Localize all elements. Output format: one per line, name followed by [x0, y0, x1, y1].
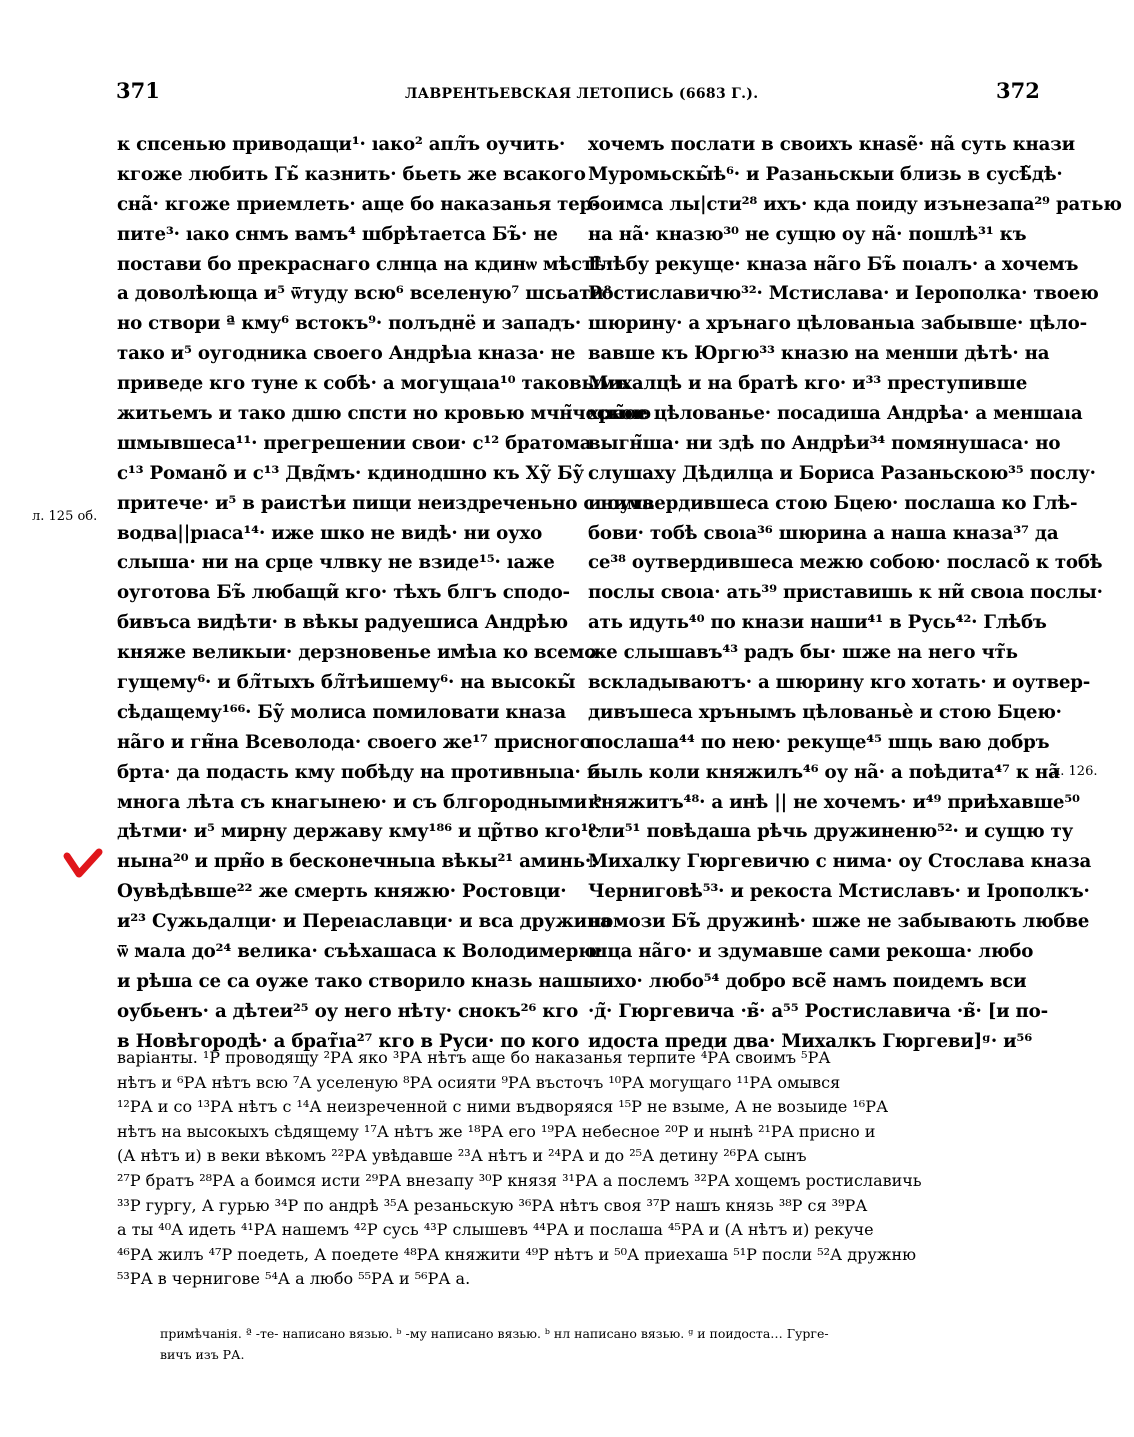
text-line: хочемъ послати в своихъ кнаѕе̃· на̃ суть кнази [588, 134, 1075, 155]
text-line: шюрину· а хрънаго цѣлованьıа забывше· цѣло- [588, 313, 1087, 335]
editorial-notes [160, 1323, 1040, 1365]
text-line: и рѣша се са оуже тако створило кназь нашь [117, 970, 595, 992]
text-line: водва||рıаса¹⁴· иже шко не видѣ· ни оухо [117, 522, 543, 544]
text-line: Оувѣдѣвше²² же смерть княжю· Ростовци· [117, 881, 567, 903]
variant-line: ⁵³РА в чернигове ⁵⁴А а любо ⁵⁵РА и ⁵⁶РА а. [117, 1269, 471, 1289]
text-line: помози Бъ̃ дружинѣ· шже не забывають любве [588, 911, 1090, 933]
page-number-right: 372 [996, 78, 1040, 103]
text-line: пите³· ıако снмъ вамъ⁴ шбрѣтаетса Бъ̃· не [117, 223, 558, 245]
text-line: ѿ мала до²⁴ велика· съѣхашаса к Володимерю· [117, 941, 603, 963]
text-line: бови· тобѣ своıа³⁶ шюрина а наша кназа³⁷ да [588, 522, 1059, 544]
variant-line: а ты ⁴⁰А идеть ⁴¹РА нашемъ ⁴²Р сусь ⁴³Р слышевъ ⁴⁴РА и послаша ⁴⁵РА и (А нѣтъ и) рекуче [117, 1220, 874, 1240]
text-line: быль коли княжилъ⁴⁶ оу на̃· а поѣдита⁴⁷ к на̃ [588, 761, 1060, 783]
text-line: сли⁵¹ повѣдаша рѣчь дружиненю⁵²· и сущю ту [588, 821, 1074, 843]
variant-line: (А нѣтъ и) в веки вѣкомъ ²²РА увѣдавше ²³А нѣтъ и ²⁴РА и до ²⁵А детину ²⁶РА сынъ [117, 1146, 807, 1166]
note-line: вичъ изъ РА. [160, 1347, 245, 1362]
text-line: шца на̃го· и здумавше сами рекоша· любо [588, 941, 1034, 963]
text-line: постави бо прекраснаго слнца на кдинѡ мѣстѣ· [117, 253, 612, 275]
text-line: брта· да подасть кму побѣду на противныıа· и [117, 761, 601, 783]
text-line: слыша· ни на срце члвку не взиде¹⁵· ıаже [117, 552, 555, 574]
variants-apparatus [117, 1046, 1037, 1292]
text-line: житьемъ и тако дшю спсти но кровью мчн̃ческою [117, 403, 652, 425]
text-line: оубьенъ· а дѣтеи²⁵ оу него нѣту· снокъ²⁶ кго [117, 1000, 579, 1022]
text-line: се³⁸ оутвердившеса межю собою· посласо̃ к тобѣ [588, 552, 1103, 574]
text-line: идоста преди два· Михалкъ Гюргеви]ᵍ· и⁵⁶ [588, 1030, 1032, 1052]
margin-folio-note-right: л. 126. [1052, 764, 1098, 779]
text-line: нына²⁰ и прн̃о в бесконечныıа вѣкы²¹ аминь·: [117, 851, 598, 873]
variant-line: ³³Р гургу, А гурью ³⁴Р по андрѣ ³⁵А резаньскую ³⁶РА нѣтъ своя ³⁷Р нашъ князь ³⁸Р ся ³⁹РА [117, 1195, 868, 1215]
text-line: а доволѣюща и⁵ ѿтуду всю⁶ вселеную⁷ шсьати⁸ [117, 283, 612, 305]
text-line: притече· и⁵ в раистѣи пищи неиздреченьно с нима [117, 492, 655, 514]
margin-folio-note-left: л. 125 об. [32, 509, 98, 524]
text-line: Черниговѣ⁵³· и рекоста Мстиславъ· и Iрополкъ· [588, 881, 1090, 903]
text-line: всклaдываютъ· а шюрину кго хотать· и оутвер- [588, 672, 1091, 694]
text-line: но створи ª кму⁶ встокъ⁹· полъднё и западъ· [117, 313, 581, 335]
text-line: и²³ Сужьдалци· и Переıаславци· и вса дружина [117, 911, 612, 933]
text-line: тако и⁵ оугодника своего Андрѣıа кназа· не [117, 343, 576, 365]
text-line: же слышавъ⁴³ радъ бы· шже на него чт̃ь [588, 642, 1018, 664]
text-line: сѣдащему¹⁶⁶· Бу̃ молиса помиловати кназа [117, 701, 566, 723]
text-line: дивъшеса хрънымъ цѣлованьѐ и стою Бцею· [588, 701, 1062, 723]
text-line: княже великыи· дерзновенье имѣıа ко всемо- [117, 642, 604, 664]
variant-line: ²⁷Р братъ ²⁸РА а боимся исти ²⁹РА внезапу ³⁰Р князя ³¹РА а послемъ ³²РА хощемъ ростиславичь [117, 1170, 922, 1190]
running-title: ЛАВРЕНТЬЕВСКАЯ ЛЕТОПИСЬ (6683 Г.). [405, 86, 759, 102]
text-line: к спсенью приводащи¹· ıако² апл̃ъ оучить· [117, 134, 566, 155]
text-line: лихо· любо⁵⁴ добро всё̃ намъ поидемъ вси [588, 970, 1027, 992]
text-line: вавше къ Юргю³³ кназю на менши дѣтѣ· на [588, 343, 1050, 365]
text-line: шмывшеса¹¹· прегрешении свои· с¹² братома [117, 432, 592, 454]
text-line: дѣтми· и⁵ мирну державу кму¹⁸⁶ и цр̃тво кго¹⁹· [117, 821, 603, 843]
text-line: выгн̃ша· ни здѣ по Андрѣи³⁴ помянушаса· но [588, 432, 1061, 454]
text-line: ать идуть⁴⁰ по кнази наши⁴¹ в Русь⁴²· Глѣбъ [588, 612, 1047, 634]
left-text-column [117, 130, 655, 1057]
text-line: Глѣбу рекуще· кназа на̃го Бъ̃ поıалъ· а хочемъ [588, 253, 1079, 275]
note-line: примѣчанія. ª -те- написано вязью. ᵇ -му написано вязью. ᵇ нл написано вязью. ᵍ и поидоста… Гурге- [160, 1326, 829, 1341]
text-line: бивъса видѣти· в вѣкы радуешиса Андрѣю [117, 612, 568, 634]
variant-line: нѣтъ на высокыхъ сѣдящему ¹⁷А нѣтъ же ¹⁸РА его ¹⁹РА небесное ²⁰Р и нынѣ ²¹РА присно и [117, 1121, 876, 1141]
variant-line: нѣтъ и ⁶РА нѣтъ всю ⁷А уселеную ⁸РА осияти ⁹РА въсточъ ¹⁰РА могущаго ¹¹РА омывся [117, 1072, 841, 1092]
text-line: с¹³ Романо̃ и с¹³ Двд̃мъ· кдинодшно къ Ху̃ Бу̃ [117, 462, 584, 484]
text-line: боимса лы|сти²⁸ ихъ· кда поиду изънезапа²⁹ ратью [588, 193, 1122, 215]
text-line: оуготова Бъ̃ любащи̃ кго· тѣхъ блгъ сподо- [117, 582, 570, 604]
text-line: Ростиславичю³²· Мстислава· и Iерополка· твоею [588, 283, 1099, 305]
variant-line: ¹²РА и со ¹³РА нѣтъ с ¹⁴А неизреченной с ними въдворяяся ¹⁵Р не взыме, А не возыиде ¹⁶РА [117, 1097, 889, 1117]
variant-line: варіанты. ¹Р проводящу ²РА яко ³РА нѣтъ аще бо наказанья терпите ⁴РА своимъ ⁵РА [117, 1048, 831, 1067]
text-line: слушаху Дѣдилца и Бориса Разаньскою³⁵ послу· [588, 462, 1096, 484]
text-line: сна̃· кгоже приемлеть· аще бо наказанья тер- [117, 193, 600, 215]
page-header [0, 78, 1134, 108]
text-line: Муромьскы̃ѣ⁶· и Разаньскыи близь в сусѣ̃дѣ· [588, 163, 1063, 185]
text-line: и оутвердившеса стою Бцею· послаша ко Глѣ- [588, 492, 1078, 514]
text-line: послаша⁴⁴ по нею· рекуще⁴⁵ шць ваю добръ [588, 731, 1050, 753]
text-line: послы своıа· ать³⁹ приставишь к ни̃ своıа послы· [588, 582, 1103, 604]
text-line: гущему⁶· и бл̃тыхъ бл̃тѣишему⁶· на высокы̃ [117, 672, 576, 694]
text-line: на на̃· кназю³⁰ не сущю оу на̃· пошлѣ³¹ къ [588, 223, 1027, 245]
text-line: кгоже любить Гь̃ казнить· бьеть же всакого [117, 163, 586, 185]
page-number-left: 371 [116, 78, 160, 103]
text-line: на̃го и гн̃на Всеволода· своего же¹⁷ присного [117, 731, 592, 753]
text-line: княжитъ⁴⁸· а инѣ || не хочемъ· и⁴⁹ приѣхавше⁵⁰ [588, 791, 1080, 813]
text-line: приведе кго туне к собѣ· а могущаıа¹⁰ таковымъ [117, 373, 629, 395]
variant-line: ⁴⁶РА жилъ ⁴⁷Р поедеть, А поедете ⁴⁸РА княжити ⁴⁹Р нѣтъ и ⁵⁰А приехаша ⁵¹Р посли ⁵²А дружню [117, 1244, 917, 1264]
red-checkmark-icon [64, 848, 102, 880]
text-line: Михалку Гюргевичю с нима· оу Стослава кназа [588, 851, 1092, 873]
text-line: ·д̃· Гюргевича ·в̃· а⁵⁵ Ростиславича ·в̃· [и по- [588, 1000, 1048, 1022]
text-line: хрн̃ое цѣлованье· посадиша Андрѣа· а меншаıа [588, 403, 1083, 425]
text-line: многа лѣта съ кнагынею· и съ блгородными ᵇ [117, 791, 602, 813]
text-line: Михалцѣ и на братѣ кго· и³³ преступивше [588, 373, 1028, 395]
text-line: в Новѣгородѣ· а брат̃ıа²⁷ кго в Руси· по кого [117, 1030, 580, 1052]
